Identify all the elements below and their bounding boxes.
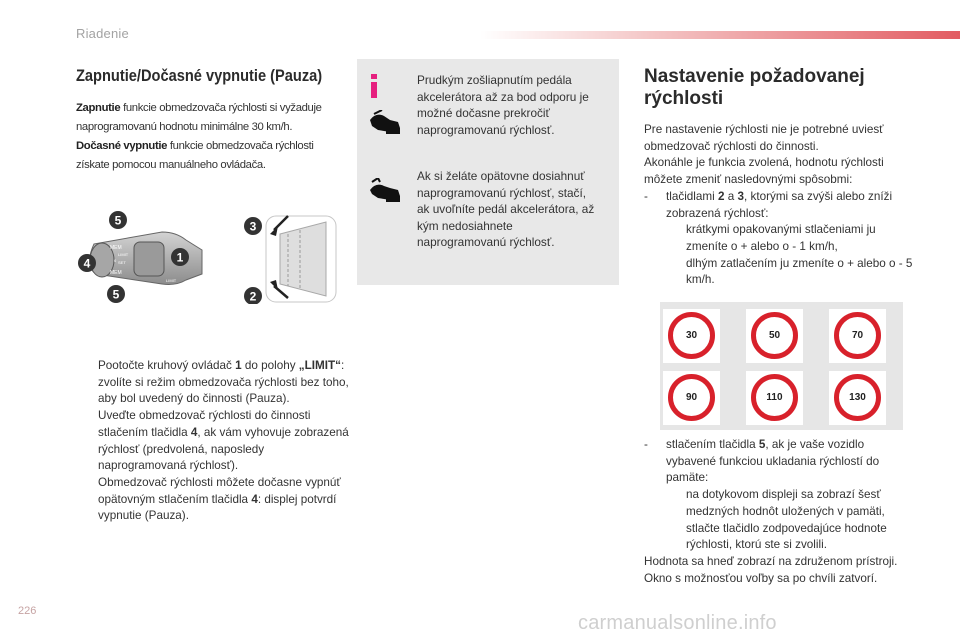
sub-item-3: na dotykovom displeji sa zobrazí šesť medzných hodnôt uložených v pamäti, [644, 487, 914, 520]
bullet-icon [666, 256, 686, 289]
svg-text:2: 2 [249, 289, 257, 304]
sub-item-1: krátkymi opakovanými stlačeniami ju zmeníte o + alebo o - 1 km/h, [644, 222, 914, 255]
svg-text:5: 5 [114, 213, 122, 228]
svg-text:3: 3 [249, 219, 257, 234]
label-mem-top: MEM [110, 245, 122, 251]
dash-item-2: - stlačením tlačidla 5, ak je vaše vozidlo vybavené funkciou ukladania rýchlostí do pamäte: [644, 437, 914, 487]
intro-paragraph [76, 99, 342, 175]
intro-line-2: Akonáhle je funkcia zvolená, hodnotu rýchlosti môžete zmeniť nasledovnými spôsobmi: [644, 156, 884, 187]
speed-memory-signs-panel [660, 302, 903, 430]
speed-sign: 50 [746, 309, 803, 363]
bullet-icon [666, 521, 686, 554]
page-number: 226 [18, 605, 37, 617]
control-stalk-illustration [74, 206, 204, 306]
label-zero: 0 [114, 258, 117, 263]
watermark: carmanualsonline.info [578, 612, 777, 634]
stalk-side-illustration [240, 212, 340, 304]
note-text-1: Prudkým zošliapnutím pedála akcelerátora až za bod odporu je možné dočasne prekročiť naprogramovanú rýchlosť. [417, 73, 589, 137]
foot-release-icon [368, 178, 402, 204]
bullet-icon [76, 475, 98, 525]
bullet-icon [666, 487, 686, 520]
sub-item-4: stlačte tlačidlo zodpovedajúce hodnote rýchlosti, ktorú ste si zvolili. [644, 521, 914, 554]
section-title-pause: Zapnutie/Dočasné vypnutie (Pauza) [76, 66, 323, 85]
speed-sign: 110 [746, 371, 803, 425]
speed-sign: 30 [663, 309, 720, 363]
dash-marker: - [644, 438, 648, 451]
sub-item-2: dlhým zatlačením ju zmeníte o + alebo o - 5 km/h. [644, 256, 914, 289]
svg-text:5: 5 [112, 287, 120, 302]
closing-line-1: Hodnota sa hneď zobrazí na združenom prístroji. [644, 554, 898, 568]
speed-sign: 70 [829, 309, 886, 363]
foot-pedal-icon [368, 110, 402, 136]
section-title-speed-setting: Nastavenie požadovanej rýchlosti [644, 66, 865, 109]
bullet-icon [76, 358, 98, 408]
info-icon [364, 74, 384, 98]
memory-text [644, 437, 914, 587]
svg-text:4: 4 [83, 256, 91, 271]
bullet-icon [666, 222, 686, 255]
label-mem-bottom: MEM [110, 270, 122, 276]
step-item-2: Uveďte obmedzovač rýchlosti do činnosti stlačením tlačidla 4, ak vám vyhovuje zobrazená rýchlosť (predvolená, naposledy naprogramovaná rýchlosť). [76, 408, 351, 475]
dash-marker: - [644, 189, 648, 203]
note-text-2: Ak si želáte opätovne dosiahnuť naprogramovanú rýchlosť, stačí, ak uvoľníte pedál akcelerátora, až kým nedosiahnete naprogramovanú rýchlosť. [417, 169, 595, 250]
speed-setting-text [644, 122, 914, 289]
label-set: SET [118, 260, 126, 265]
speed-sign: 130 [829, 371, 886, 425]
bullet-icon [76, 408, 98, 475]
step-item-3: Obmedzovač rýchlosti môžete dočasne vypnúť opätovným stlačením tlačidla 4: displej potvrdí vypnutie (Pauza). [76, 475, 351, 525]
intro-line-1: Zapnutie funkcie obmedzovača rýchlosti si vyžaduje naprogramovanú hodnotu minimálne 30 km/h. [76, 102, 322, 133]
label-limit-top: LIMIT [118, 252, 129, 257]
intro-line-2: Dočasné vypnutie funkcie obmedzovača rýchlosti získate pomocou manuálneho ovládača. [76, 140, 314, 171]
label-limit-bottom: LIMIT [166, 278, 177, 283]
closing-line-2: Okno s možnosťou voľby sa po chvíli zatvorí. [644, 571, 878, 585]
svg-text:1: 1 [176, 250, 184, 265]
header-gradient-bar [480, 31, 960, 39]
section-header: Riadenie [76, 26, 129, 41]
activation-steps [76, 358, 351, 525]
step-item-1: Pootočte kruhový ovládač 1 do polohy „LIMIT“: zvolíte si režim obmedzovača rýchlosti bez toho, aby bol uvedený do činnosti (Pauza). [76, 358, 351, 408]
intro-line-1: Pre nastavenie rýchlosti nie je potrebné uviesť obmedzovač rýchlosti do činnosti. [644, 123, 884, 153]
dash-item-1: - tlačidlami 2 a 3, ktorými sa zvýši alebo zníži zobrazená rýchlosť: [644, 189, 914, 222]
speed-sign: 90 [663, 371, 720, 425]
